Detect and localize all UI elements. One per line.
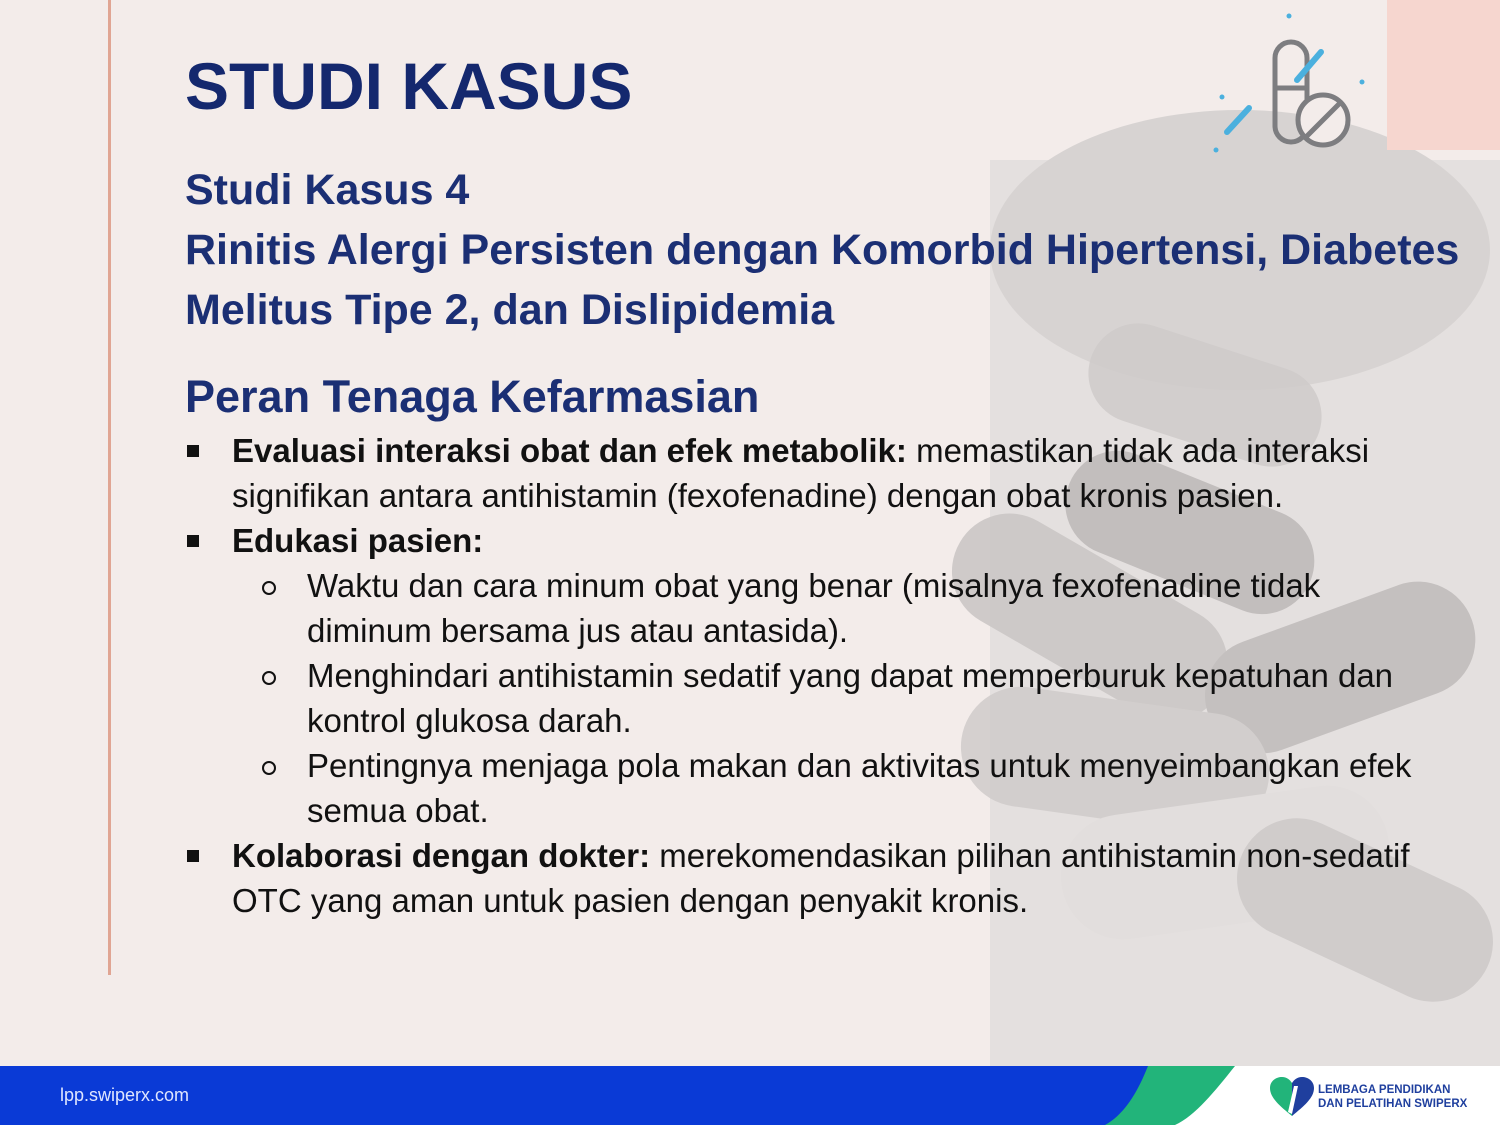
- logo-line-1: LEMBAGA PENDIDIKAN: [1318, 1084, 1451, 1096]
- bullet-list: [185, 428, 1435, 923]
- sub-bullet-text: Pentingnya menjaga pola makan dan aktivitas untuk menyeimbangkan efek semua obat.: [307, 747, 1412, 829]
- bullet-label: Evaluasi interaksi obat dan efek metabolik:: [232, 432, 907, 469]
- circle-bullet-icon: [262, 761, 276, 775]
- swiperx-heart-logo: [1268, 1076, 1316, 1118]
- case-topic-line-2: Melitus Tipe 2, dan Dislipidemia: [185, 286, 835, 334]
- page-title: STUDI KASUS: [185, 49, 633, 123]
- sub-bullet-item: [185, 653, 1435, 743]
- bullet-text: merekomendasikan pilihan antihistamin non-sedatif OTC yang aman untuk pasien dengan penyakit kronis.: [232, 837, 1410, 919]
- sub-bullet-item: [185, 743, 1435, 833]
- square-bullet-icon: [187, 535, 199, 547]
- footer-logo-text: [1318, 1083, 1467, 1111]
- section-heading: Peran Tenaga Kefarmasian: [185, 371, 760, 422]
- logo-line-2: DAN PELATIHAN SWIPERX: [1318, 1098, 1468, 1110]
- sub-bullet-text: Menghindari antihistamin sedatif yang dapat memperburuk kepatuhan dan kontrol glukosa darah.: [307, 657, 1394, 739]
- footer-url[interactable]: lpp.swiperx.com: [60, 1085, 190, 1105]
- bullet-label: Kolaborasi dengan dokter:: [232, 837, 651, 874]
- sub-bullet-text: Waktu dan cara minum obat yang benar (misalnya fexofenadine tidak diminum bersama jus atau antasida).: [307, 567, 1321, 649]
- case-topic-line-1: Rinitis Alergi Persisten dengan Komorbid Hipertensi, Diabetes: [185, 226, 1460, 274]
- bullet-text: memastikan tidak ada interaksi signifikan antara antihistamin (fexofenadine) dengan obat kronis pasien.: [232, 432, 1370, 514]
- square-bullet-icon: [187, 850, 199, 862]
- bullet-label: Edukasi pasien:: [232, 522, 484, 559]
- bullet-item: [185, 518, 1435, 563]
- case-number: Studi Kasus 4: [185, 166, 470, 214]
- circle-bullet-icon: [262, 581, 276, 595]
- left-accent-rule: [108, 0, 111, 975]
- bullet-item: [185, 833, 1435, 923]
- sub-bullet-item: [185, 563, 1435, 653]
- pill-capsule-icon: [1205, 8, 1375, 158]
- circle-bullet-icon: [262, 671, 276, 685]
- square-bullet-icon: [187, 445, 199, 457]
- bullet-item: [185, 428, 1435, 518]
- case-subtitle: [185, 160, 1475, 340]
- corner-accent-block: [1387, 0, 1500, 150]
